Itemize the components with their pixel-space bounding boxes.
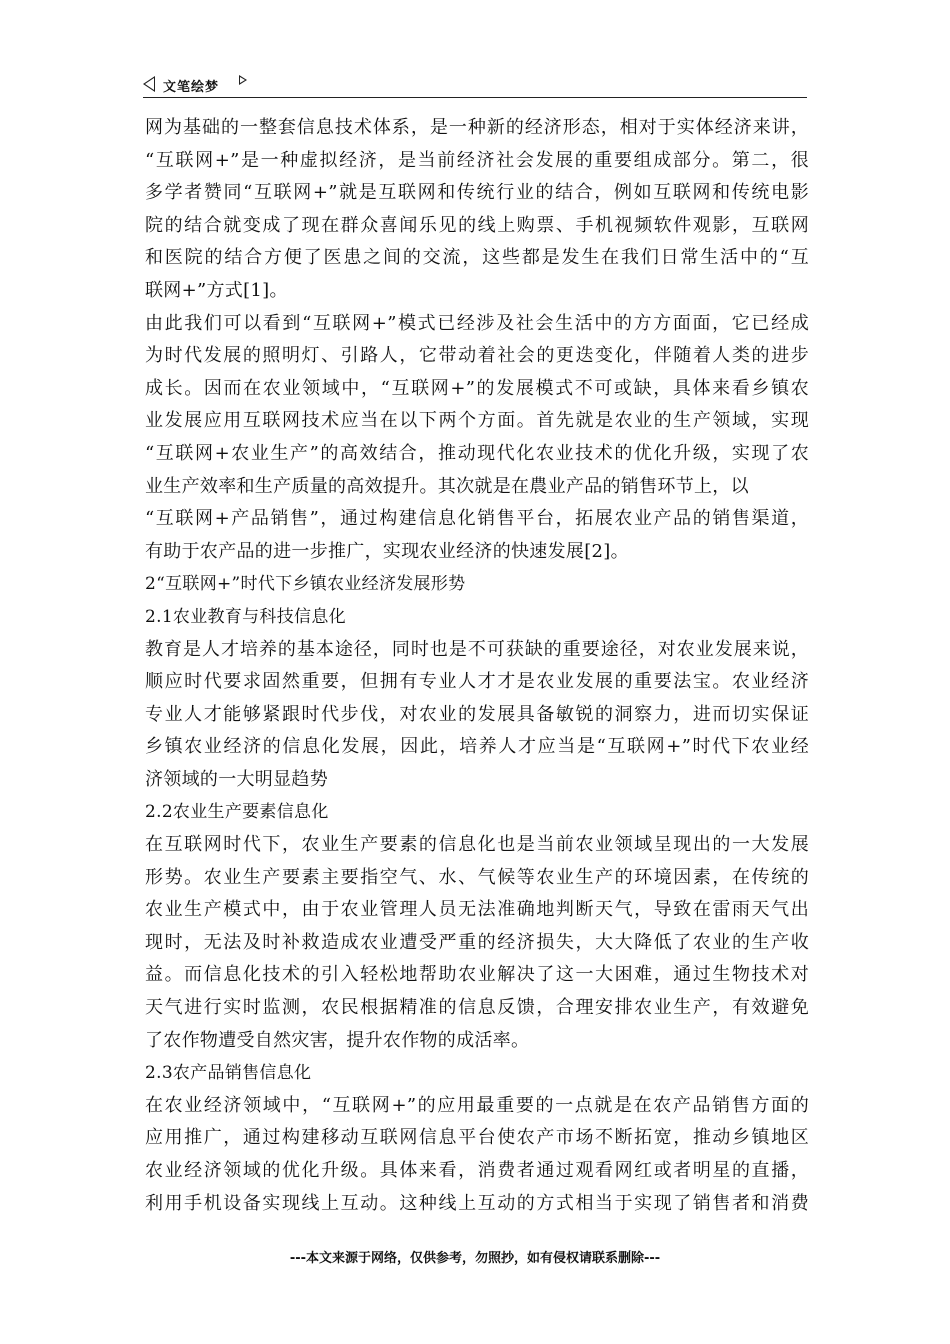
text-line: “互联网+产品销售”，通过构建信息化销售平台，拓展农业产品的销售渠道，: [145, 508, 809, 530]
subsection-heading: 2.1农业教育与科技信息化: [145, 606, 346, 627]
right-triangle-icon: [239, 75, 247, 85]
text-line: 有助于农产品的进一步推广，实现农业经济的快速发展[2]。: [145, 540, 629, 562]
header-brand: 文笔绘梦: [163, 80, 220, 95]
text-line: “互联网+”是一种虚拟经济，是当前经济社会发展的重要组成部分。第二，很: [145, 149, 809, 171]
section-heading: 2“互联网+”时代下乡镇农业经济发展形势: [145, 574, 466, 595]
text-line: 网为基础的一整套信息技术体系，是一种新的经济形态，相对于实体经济来讲，: [145, 117, 809, 138]
text-line: “互联网+农业生产”的高效结合，推动现代化农业技术的优化升级，实现了农: [145, 442, 809, 464]
text-line: 益。而信息化技术的引入轻松地帮助农业解决了这一大困难，通过生物技术对: [145, 964, 809, 986]
text-line: 了农作物遭受自然灾害，提升农作物的成活率。: [145, 1029, 530, 1051]
document-body: [145, 112, 809, 1220]
text-line: 在农业经济领域中，“互联网+”的应用最重要的一点就是在农产品销售方面的: [145, 1094, 809, 1116]
text-line: 由此我们可以看到“互联网+”模式已经涉及社会生活中的方方面面，它已经成: [145, 312, 809, 334]
text-line: 专业人才能够紧跟时代步伐，对农业的发展具备敏锐的洞察力，进而切实保证: [145, 703, 809, 725]
text-line: 顺应时代要求固然重要，但拥有专业人才才是农业发展的重要法宝。农业经济: [145, 671, 809, 693]
page-header: [143, 74, 807, 96]
text-line: 成长。因而在农业领域中，“互联网+”的发展模式不可或缺，具体来看乡镇农: [145, 377, 809, 399]
text-line: 联网+”方式[1]。: [145, 279, 288, 301]
text-line: 院的结合就变成了现在群众喜闻乐见的线上购票、手机视频软件观影，互联网: [145, 214, 809, 236]
text-line: 应用推广，通过构建移动互联网信息平台使农产市场不断拓宽，推动乡镇地区: [145, 1127, 809, 1149]
footer-notice: ---本文来源于网络，仅供参考，勿照抄，如有侵权请联系删除---: [289, 1251, 661, 1266]
text-line: 现时，无法及时补救造成农业遭受严重的经济损失，大大降低了农业的生产收: [145, 931, 809, 953]
text-line: 多学者赞同“互联网+”就是互联网和传统行业的结合，例如互联网和传统电影: [145, 182, 809, 204]
text-line: 济领域的一大明显趋势: [145, 768, 328, 790]
text-line: 业发展应用互联网技术应当在以下两个方面。首先就是农业的生产领域，实现: [145, 410, 809, 432]
text-line: 农业生产模式中，由于农业管理人员无法准确地判断天气，导致在雷雨天气出: [145, 899, 809, 921]
left-triangle-icon: [143, 76, 155, 92]
text-line: 在互联网时代下，农业生产要素的信息化也是当前农业领域呈现出的一大发展: [145, 834, 809, 856]
header-divider: [143, 97, 807, 98]
text-line: 乡镇农业经济的信息化发展，因此，培养人才应当是“互联网+”时代下农业经: [145, 736, 809, 758]
text-line: 利用手机设备实现线上互动。这种线上互动的方式相当于实现了销售者和消费: [145, 1192, 809, 1214]
text-line: 为时代发展的照明灯、引路人，它带动着社会的更迭变化，伴随着人类的进步: [145, 345, 809, 367]
text-line: 教育是人才培养的基本途径，同时也是不可获缺的重要途径，对农业发展来说，: [145, 638, 809, 660]
text-line: 业生产效率和生产质量的高效提升。其次就是在農业产品的销售环节上，以: [145, 475, 749, 497]
text-line: 农业经济领域的优化升级。具体来看，消费者通过观看网红或者明星的直播，: [145, 1160, 809, 1181]
text-line: 天气进行实时监测，农民根据精准的信息反馈，合理安排农业生产，有效避免: [145, 997, 809, 1019]
subsection-heading: 2.2农业生产要素信息化: [145, 802, 329, 823]
text-line: 和医院的结合方便了医患之间的交流，这些都是发生在我们日常生活中的“互: [145, 247, 809, 269]
subsection-heading: 2.3农产品销售信息化: [145, 1063, 312, 1084]
text-line: 形势。农业生产要素主要指空气、水、气候等农业生产的环境因素，在传统的: [145, 866, 809, 888]
